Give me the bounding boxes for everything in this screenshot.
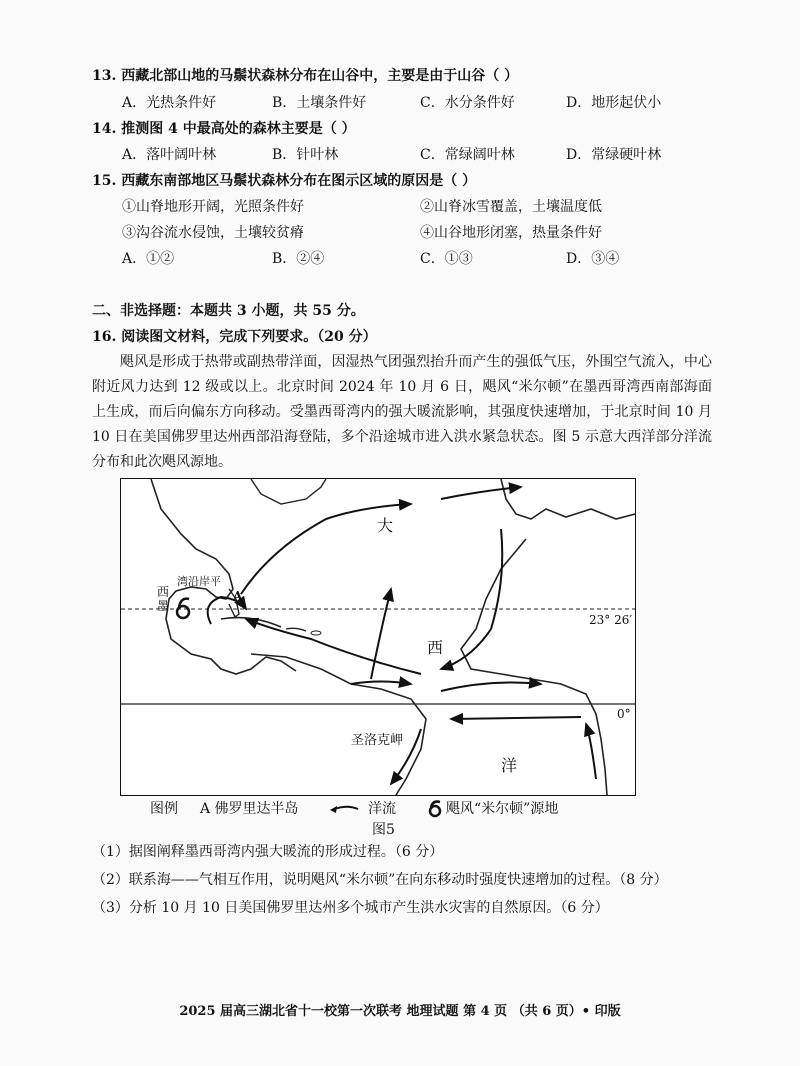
label-gulf: 湾沿岸平 [177, 575, 221, 588]
legend-item-a: A 佛罗里达半岛 [200, 801, 299, 817]
material-paragraph: 飓风是形成于热带或副热带洋面，因湿热气团强烈抬升而产生的强低气压，外围空气流入，中心附近风力达到 12 级或以上。北京时间 2024 年 10 月 6 日，飓风“米尔顿”在墨西哥湾西南部海面上生成，而后向偏东方向移动。受墨西哥湾内的强大暖流影响，其强度快速增加，于北京时间 10 月 10 日在美国佛罗里达州西部沿海登陆，多个沿途城市进入洪水紧急状态。图 5 示意大西洋部分洋流分布和此次飓风源地。 [92, 354, 712, 470]
q13-option-a: A．光热条件好 [122, 95, 217, 111]
q13-option-b: B．土壤条件好 [272, 95, 367, 111]
figure-caption: 图5 [372, 822, 395, 838]
europe-coast [501, 479, 635, 519]
q16-subquestion-3: （3）分析 10 月 10 日美国佛罗里达州多个城市产生洪水灾害的自然原因。（6 分） [92, 900, 609, 916]
q15-option-c: C．①③ [420, 251, 473, 267]
current-north-atlantic [441, 487, 521, 499]
q15-statement-4: ④山谷地形闭塞，热量条件好 [420, 225, 602, 241]
q14-option-b: B．针叶林 [272, 147, 339, 163]
label-xi: 西 [427, 638, 444, 657]
legend-title: 图例 [150, 801, 178, 817]
question-13-stem: 13. 西藏北部山地的马鬃状森林分布在山谷中，主要是由于山谷（ ） [92, 68, 519, 84]
legend-item-current: 洋流 [368, 801, 396, 817]
label-point-a: A [233, 589, 243, 603]
q15-option-d: D．③④ [566, 251, 620, 267]
q15-statement-3: ③沟谷流水侵蚀，土壤较贫瘠 [122, 225, 304, 241]
q14-option-a: A．落叶阔叶林 [122, 147, 217, 163]
question-16-stem: 16. 阅读图文材料，完成下列要求。（20 分） [92, 329, 377, 345]
q15-option-b: B．②④ [272, 251, 325, 267]
q13-option-c: C．水分条件好 [420, 95, 515, 111]
section-2-heading: 二、非选择题：本题共 3 小题，共 55 分。 [92, 303, 365, 319]
legend-item-source: 飓风“米尔顿”源地 [446, 801, 559, 817]
q13-option-d: D．地形起伏小 [566, 95, 662, 111]
cuba [221, 618, 281, 627]
map-legend [150, 798, 690, 820]
current-north-equatorial [246, 619, 421, 674]
atlantic-current-map [120, 478, 636, 796]
page-footer: 2025 届高三湖北省十一校第一次联考 地理试题 第 4 页 （共 6 页）• 印版 [179, 1004, 621, 1019]
label-tropic: 23° 26′ [589, 613, 633, 627]
label-equator: 0° [617, 707, 631, 721]
current-south-equatorial [451, 717, 581, 719]
q16-subquestion-1: （1）据图阐释墨西哥湾内强大暖流的形成过程。（6 分） [92, 844, 444, 860]
label-cape: 圣洛克岬 [351, 733, 404, 748]
current-canary [441, 529, 502, 669]
q15-statement-2: ②山脊冰雪覆盖，土壤温度低 [420, 199, 602, 215]
hispaniola [286, 628, 306, 631]
legend-hurricane-icon [426, 799, 444, 819]
puerto-rico [311, 631, 321, 635]
label-mexico-bottom: 墨 [157, 599, 170, 613]
question-14-stem: 14. 推测图 4 中最高处的森林主要是（ ） [92, 121, 356, 137]
q16-subquestion-2: （2）联系海——气相互作用，说明飓风“米尔顿”在向东移动时强度快速增加的过程。（8 分） [92, 872, 668, 888]
current-guinea [441, 683, 541, 691]
question-16-material [92, 350, 712, 475]
label-yang: 洋 [501, 756, 518, 775]
q15-statement-1: ①山脊地形开阔，光照条件好 [122, 199, 304, 215]
label-mexico-top: 西 [157, 585, 170, 599]
q14-option-c: C．常绿阔叶林 [420, 147, 515, 163]
q14-option-d: D．常绿硬叶林 [566, 147, 662, 163]
greenland-coast [251, 479, 326, 504]
north-america-coast [151, 479, 296, 674]
hurricane-source-icon [177, 599, 189, 618]
legend-current-arrow-icon [328, 802, 362, 816]
africa-coast [461, 539, 607, 795]
question-15-stem: 15. 西藏东南部地区马鬃状森林分布在图示区域的原因是（ ） [92, 173, 477, 189]
current-guiana [351, 682, 411, 685]
label-da: 大 [377, 516, 394, 535]
current-benguela [586, 724, 596, 779]
q15-option-a: A．①② [122, 251, 175, 267]
